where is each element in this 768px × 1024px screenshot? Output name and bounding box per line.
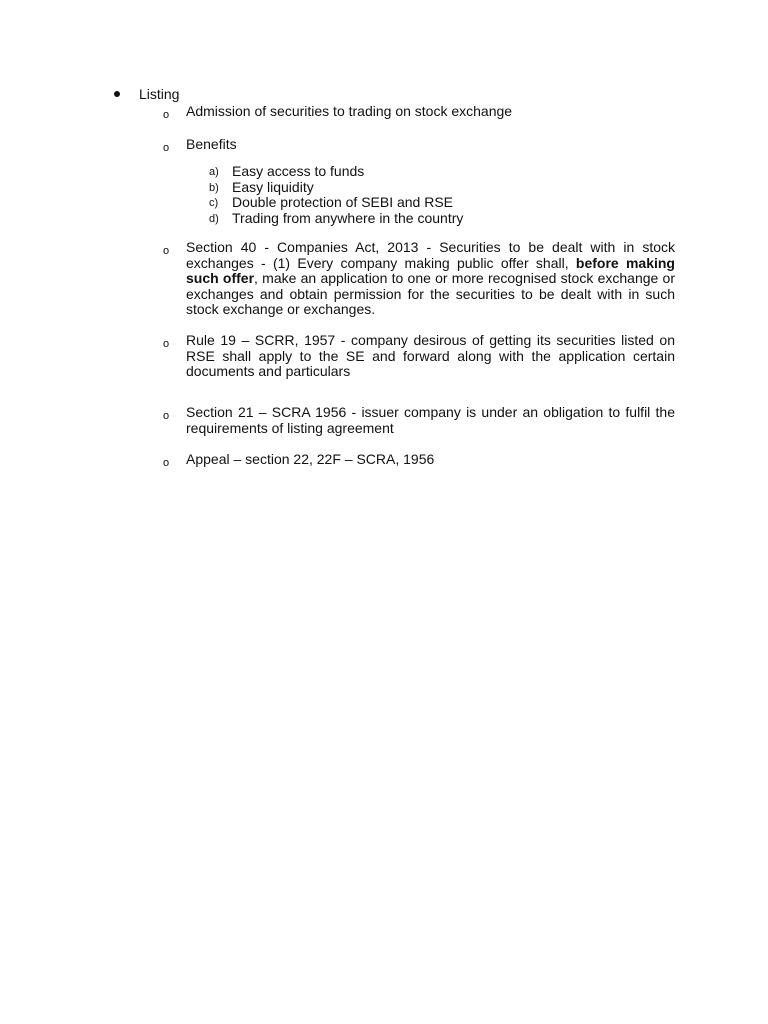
sub-bullet-icon: o <box>163 457 170 469</box>
sub-item-text <box>186 240 675 318</box>
sub-bullet-icon: o <box>163 142 170 154</box>
sub-bullet-icon: o <box>163 338 170 350</box>
section-40-bold-text: before making such offer <box>186 254 675 286</box>
listing-heading: Listing <box>139 86 180 102</box>
section-40-text-start: Section 40 - Companies Act, 2013 - Securities to be dealt with in stock exchanges - (1) Every company making public offer shall, <box>186 239 675 271</box>
section-40-text-end: , make an application to one or more recognised stock exchange or exchanges and obtain permission for the securities to be dealt with in such stock exchange or exchanges. <box>186 270 675 317</box>
sub-bullet-icon: o <box>163 245 170 257</box>
list-item-text: Trading from anywhere in the country <box>232 209 464 226</box>
list-item-text: Easy liquidity <box>232 178 314 195</box>
list-marker: b) <box>209 181 219 194</box>
list-item-text: Double protection of SEBI and RSE <box>232 194 454 210</box>
bullet-dot-icon <box>114 91 120 97</box>
list-item <box>209 211 609 227</box>
list-marker: a) <box>209 166 219 178</box>
sub-item-text: Appeal – section 22, 22F – SCRA, 1956 <box>186 451 435 467</box>
benefits-list <box>209 164 609 226</box>
list-item-text: Easy access to funds <box>232 163 365 179</box>
sub-item-text: Rule 19 – SCRR, 1957 - company desirous of getting its securities listed on RSE shall apply to the SE and forward along with the application certain documents and particulars <box>186 332 675 379</box>
list-item <box>209 164 609 180</box>
sub-item-text: Section 21 – SCRA 1956 - issuer company is under an obligation to fulfil the requirements of listing agreement <box>186 404 675 436</box>
sub-bullet-icon: o <box>163 109 170 121</box>
list-item <box>209 180 609 196</box>
list-marker: c) <box>209 197 219 209</box>
sub-item-text: Admission of securities to trading on stock exchange <box>186 103 513 119</box>
sub-bullet-icon: o <box>163 410 170 422</box>
sub-item-text: Benefits <box>186 136 237 152</box>
list-marker: d) <box>209 212 219 225</box>
list-item <box>209 195 609 211</box>
